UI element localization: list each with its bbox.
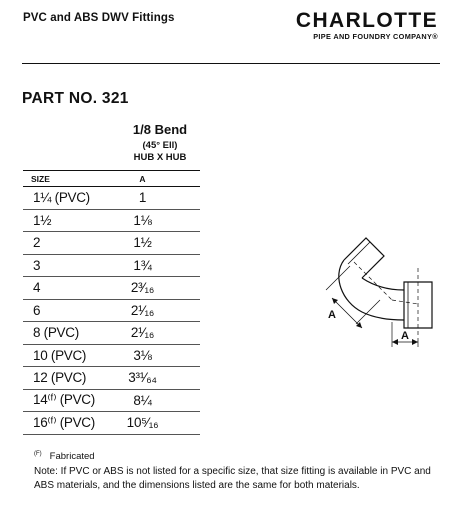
- cell-size: 6: [33, 302, 41, 318]
- cell-a: 1½: [133, 235, 152, 251]
- fitting-angle: (45° Ell): [142, 140, 178, 151]
- cell-a: 8¼: [133, 392, 152, 408]
- table-row: [23, 255, 200, 278]
- fitting-name: 1/8 Bend: [132, 122, 188, 137]
- header-rule: [22, 63, 440, 64]
- cell-size: 10 (PVC): [33, 347, 87, 363]
- cell-size: 14⁽ᶠ⁾ (PVC): [33, 392, 95, 408]
- cell-size: 8 (PVC): [33, 325, 79, 341]
- table-row: [23, 390, 200, 413]
- cell-a: 10⁵⁄₁₆: [126, 415, 159, 431]
- table-row: [23, 232, 200, 255]
- fitting-connection: HUB X HUB: [133, 152, 187, 163]
- cell-size: 2: [33, 235, 41, 251]
- table-body: [23, 187, 200, 435]
- table-row: [23, 210, 200, 233]
- brand-logo: [296, 10, 438, 41]
- brand-subtitle: PIPE AND FOUNDRY COMPANY®: [313, 32, 438, 41]
- cell-a: 3⅛: [133, 347, 152, 363]
- fitting-diagram: [322, 232, 452, 352]
- cell-size: 3: [33, 257, 41, 273]
- brand-name: CHARLOTTE: [295, 9, 438, 32]
- table-row: [23, 412, 200, 435]
- cell-a: 2³⁄₁₆: [130, 280, 155, 296]
- cell-a: 1⅛: [133, 212, 152, 228]
- cell-a: 3³¹⁄₆₄: [128, 370, 157, 386]
- cell-a: 2¹⁄₁₆: [130, 302, 155, 318]
- footnote: [34, 451, 95, 462]
- cell-size: 12 (PVC): [33, 370, 87, 386]
- table-row: [23, 277, 200, 300]
- material-note: Note: If PVC or ABS is not listed for a specific size, that size fitting is available in PVC and ABS materials, and the dimensions listed are the same for both materials.: [34, 466, 431, 491]
- table-row: [23, 322, 200, 345]
- cell-size: 1½: [33, 212, 52, 228]
- cell-size: 4: [33, 280, 41, 296]
- diagram-label-a-bottom: A: [401, 330, 409, 342]
- cell-a: 2¹⁄₁₆: [130, 325, 155, 341]
- footnote-text: Fabricated: [49, 451, 95, 462]
- cell-a: 1: [138, 190, 147, 206]
- table-row: [23, 187, 200, 210]
- cell-size: 1¼ (PVC): [33, 190, 90, 206]
- footnote-marker: (F): [34, 451, 42, 457]
- table-header: [23, 170, 200, 187]
- cell-size: 16⁽ᶠ⁾ (PVC): [33, 414, 95, 430]
- header-size: SIZE: [31, 173, 50, 184]
- diagram-label-a-left: A: [328, 309, 336, 321]
- table-row: [23, 300, 200, 323]
- dimension-table: [23, 170, 200, 435]
- part-number: PART NO. 321: [22, 90, 129, 107]
- header-a: A: [139, 173, 146, 184]
- table-row: [23, 345, 200, 368]
- table-row: [23, 367, 200, 390]
- section-title: PVC and ABS DWV Fittings: [23, 12, 175, 24]
- cell-a: 1¾: [133, 257, 152, 273]
